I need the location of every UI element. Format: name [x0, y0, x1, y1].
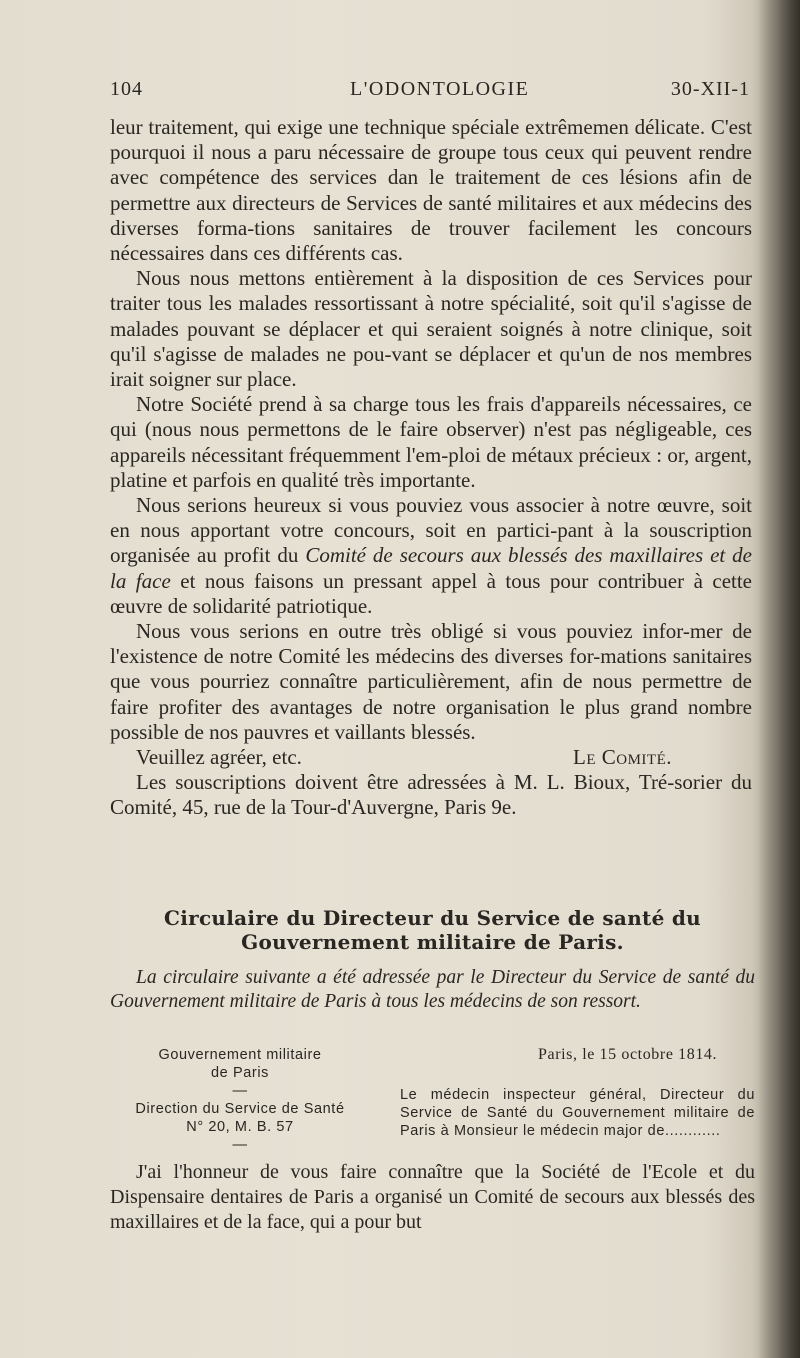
paragraph-1: leur traitement, qui exige une technique spéciale extrêmemen délicate. C'est pourquoi il nous a paru nécessaire de groupe tous ceux qui peuvent rendre avec compétence des services dan le traitement de ces lésions afin de permettre aux directeurs de Services de santé militaires et aux médecins des diverses forma-tions sanitaires de trouver facilement les concours nécessaires dans ces différents cas.: [110, 115, 752, 266]
issue-date: 30-XII-1: [670, 78, 750, 100]
sender-line-4: N° 20, M. B. 57: [186, 1119, 294, 1135]
signature-line: [110, 745, 752, 770]
committee-name: Comité de secours aux blessés des maxillaires et de la face: [110, 543, 752, 593]
sender-dash-2: —: [232, 1137, 248, 1153]
paragraph-2: Nous nous mettons entièrement à la disposition de ces Services pour traiter tous les malades ressortissant à notre spécialité, soit qu'il s'agisse de malades pouvant se déplacer et qui seraient soignés à notre clinique, soit qu'il s'agisse de malades ne pou-vant se déplacer et qu'un de nos membres irait soigner sur place.: [110, 266, 752, 392]
page-number: 104: [110, 78, 143, 100]
paragraph-4: [110, 493, 752, 619]
section-heading: Circulaire du Directeur du Service de santé du Gouvernement militaire de Paris.: [164, 906, 701, 954]
salutation: Veuillez agréer, etc.: [136, 745, 302, 770]
sender-dash-1: —: [232, 1083, 248, 1099]
paragraph-3: Notre Société prend à sa charge tous les frais d'appareils nécessaires, ce qui (nous nous permettons de le faire observer) n'est pas négligeable, ces appareils nécessitant fréquemment l'em-ploi de métaux précieux : or, argent, platine et parfois en qualité très importante.: [110, 392, 752, 492]
letter-date: Paris, le 15 octobre 1814.: [538, 1046, 718, 1063]
journal-title: L'ODONTOLOGIE: [350, 78, 530, 100]
section-intro: [110, 966, 755, 1014]
letter-body: [110, 115, 752, 821]
sender-line-2: de Paris: [211, 1065, 269, 1081]
letter-opening: [110, 1160, 755, 1235]
sender-line-1: Gouvernement militaire: [158, 1047, 322, 1063]
opening-paragraph: J'ai l'honneur de vous faire connaître que la Société de l'Ecole et du Dispensaire dentaires de Paris a organisé un Comité de secours aux blessés des maxillaires et de la face, qui a pour but: [110, 1161, 755, 1233]
paragraph-7: Les souscriptions doivent être adressées à M. L. Bioux, Tré-sorier du Comité, 45, rue de la Tour-d'Auvergne, Paris 9e.: [110, 770, 752, 820]
page-edge-shadow: [758, 0, 800, 1358]
intro-text: La circulaire suivante a été adressée par le Directeur du Service de santé du Gouvernement militaire de Paris à tous les médecins de son ressort.: [110, 967, 755, 1012]
paragraph-4-end: et nous faisons un pressant appel à tous pour contribuer à cette œuvre de solidarité patriotique.: [110, 568, 753, 618]
sender-line-3: Direction du Service de Santé: [135, 1101, 345, 1117]
letter-addressee: Le médecin inspecteur général, Directeur du Service de Santé du Gouvernement militaire de Paris à Monsieur le médecin major de............: [400, 1087, 755, 1139]
running-header: [110, 78, 750, 108]
paragraph-5: Nous vous serions en outre très obligé si vous pouviez infor-mer de l'existence de notre Comité les médecins des diverses for-mations sanitaires que vous pourriez connaître particulièrement, afin de nous permettre de faire profiter des avantages de notre organisation le plus grand nombre possible de nos pauvres et vaillants blessés.: [110, 619, 752, 744]
letterhead-sender: [110, 1046, 370, 1154]
letterhead: [110, 1046, 755, 1156]
signatory: Le Comité.: [573, 745, 672, 770]
paragraph-4-start: Nous serions heureux si vous pouviez vous associer à notre œuvre, soit en nous apportant votre concours, soit en partici-pant à la souscription organisée au profit du: [110, 493, 752, 568]
